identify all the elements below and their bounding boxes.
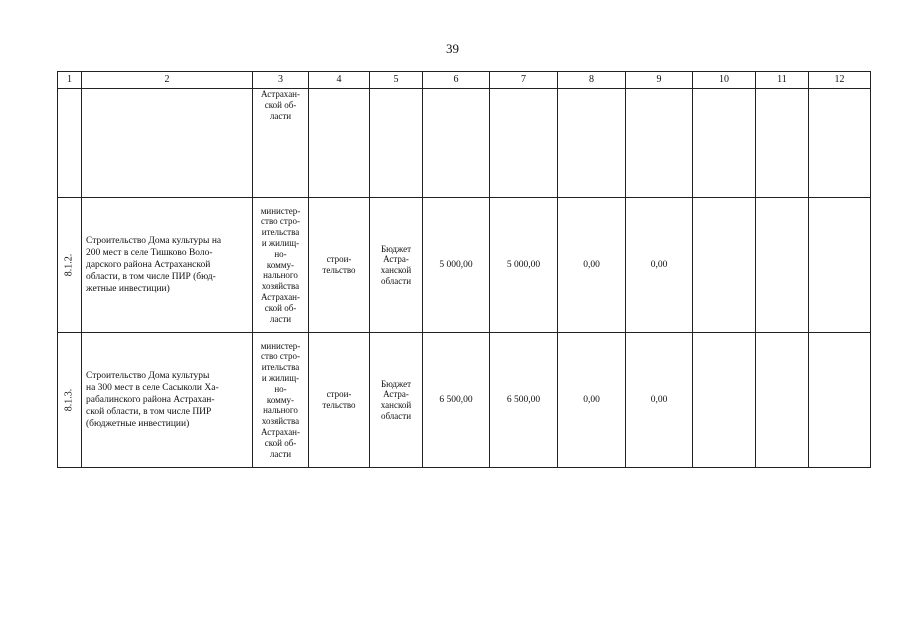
text-line: ласти [269,110,292,121]
header-cell: 3 [253,72,309,89]
header-cell: 6 [423,72,490,89]
text-line: министер- [260,205,301,216]
table-cell [558,89,626,198]
text-line: ской об- [264,437,297,448]
header-cell: 7 [490,72,558,89]
amount-cell: 6 500,00 [423,333,490,468]
text-line: но- [274,248,287,259]
amount-cell: 5 000,00 [423,198,490,333]
amount-cell: 0,00 [626,333,693,468]
executor-cell [253,333,309,468]
text-line: (бюджетные инвестиции) [86,419,190,429]
executor-cell [253,198,309,333]
text-line: Строительство Дома культуры на [86,236,222,246]
text-line: Бюджет [380,378,412,389]
text-line: ство стро- [261,216,300,227]
table-cell [309,89,370,198]
table-cell [490,89,558,198]
table-cell [693,89,756,198]
text-line: и жилищ- [261,373,300,383]
header-cell: 11 [756,72,809,89]
text-line: ласти [269,313,292,324]
work-type-cell [309,333,370,468]
executor-cell [253,89,309,198]
amount-cell: 0,00 [558,198,626,333]
row-number-cell [58,333,82,468]
table-row [58,198,871,333]
table-cell [423,89,490,198]
header-cell: 8 [558,72,626,89]
amount-cell: 0,00 [558,333,626,468]
row-number: 8.1.2. [63,253,75,277]
amount-cell [756,333,809,468]
text-line: дарского района Астраханской [86,260,211,270]
object-name-cell [82,333,253,468]
text-line: тельство [322,400,356,410]
amount-cell [809,198,871,333]
text-line: комму- [266,259,295,270]
table-cell [58,89,82,198]
text-line: ской области, в том числе ПИР [86,407,212,417]
text-line: Астрахан- [261,89,300,99]
text-line: ительства [261,362,300,373]
text-line: нального [263,405,298,416]
text-line: но- [274,383,287,394]
text-line: строи- [326,254,352,265]
header-cell: 2 [82,72,253,89]
text-line: нального [263,270,298,281]
table-cell [809,89,871,198]
work-type-cell [309,198,370,333]
header-cell: 12 [809,72,871,89]
text-line: жетные инвестиции) [86,284,170,294]
amount-cell: 6 500,00 [490,333,558,468]
amount-cell [809,333,871,468]
amount-cell: 5 000,00 [490,198,558,333]
funding-source-cell [370,198,423,333]
table-cell [626,89,693,198]
amount-cell [693,333,756,468]
text-line: области, в том числе ПИР (бюд- [86,272,216,282]
text-line: Астра- [383,254,409,265]
text-line: области [380,410,412,421]
text-line: на 300 мест в селе Сасыколи Ха- [86,383,219,393]
text-line: ласти [269,448,292,459]
text-line: ской об- [264,302,297,313]
table-cell [370,89,423,198]
text-line: ханской [380,265,412,275]
text-line: ительства [261,227,300,238]
text-line: Астрахан- [261,426,300,437]
table-row [58,333,871,468]
page-number: 39 [446,41,459,56]
header-row [58,72,871,89]
table-cell [756,89,809,198]
table-cell [82,89,253,198]
text-line: рабалинского района Астрахан- [86,395,215,405]
text-line: Астра- [383,389,409,400]
header-cell: 1 [58,72,82,89]
continuation-row [58,89,871,198]
text-line: ство стро- [261,351,300,362]
row-number: 8.1.3. [63,388,75,412]
text-line: комму- [266,394,295,405]
text-line: хозяйства [261,416,300,427]
header-cell: 4 [309,72,370,89]
amount-cell: 0,00 [626,198,693,333]
object-name-cell [82,198,253,333]
amount-cell [693,198,756,333]
funding-source-cell [370,333,423,468]
text-line: министер- [260,340,301,351]
header-cell: 5 [370,72,423,89]
text-line: 200 мест в селе Тишково Воло- [86,248,213,258]
text-line: ской об- [264,99,297,110]
header-cell: 9 [626,72,693,89]
text-line: Строительство Дома культуры [86,371,210,381]
amount-cell [756,198,809,333]
text-line: Астрахан- [261,291,300,302]
text-line: хозяйства [261,281,300,292]
text-line: тельство [322,265,356,275]
text-line: Бюджет [380,243,412,254]
text-line: и жилищ- [261,238,300,248]
text-line: ханской [380,400,412,410]
row-number-cell [58,198,82,333]
text-line: строи- [326,389,352,400]
budget-table [57,71,871,468]
text-line: области [380,275,412,286]
header-cell: 10 [693,72,756,89]
